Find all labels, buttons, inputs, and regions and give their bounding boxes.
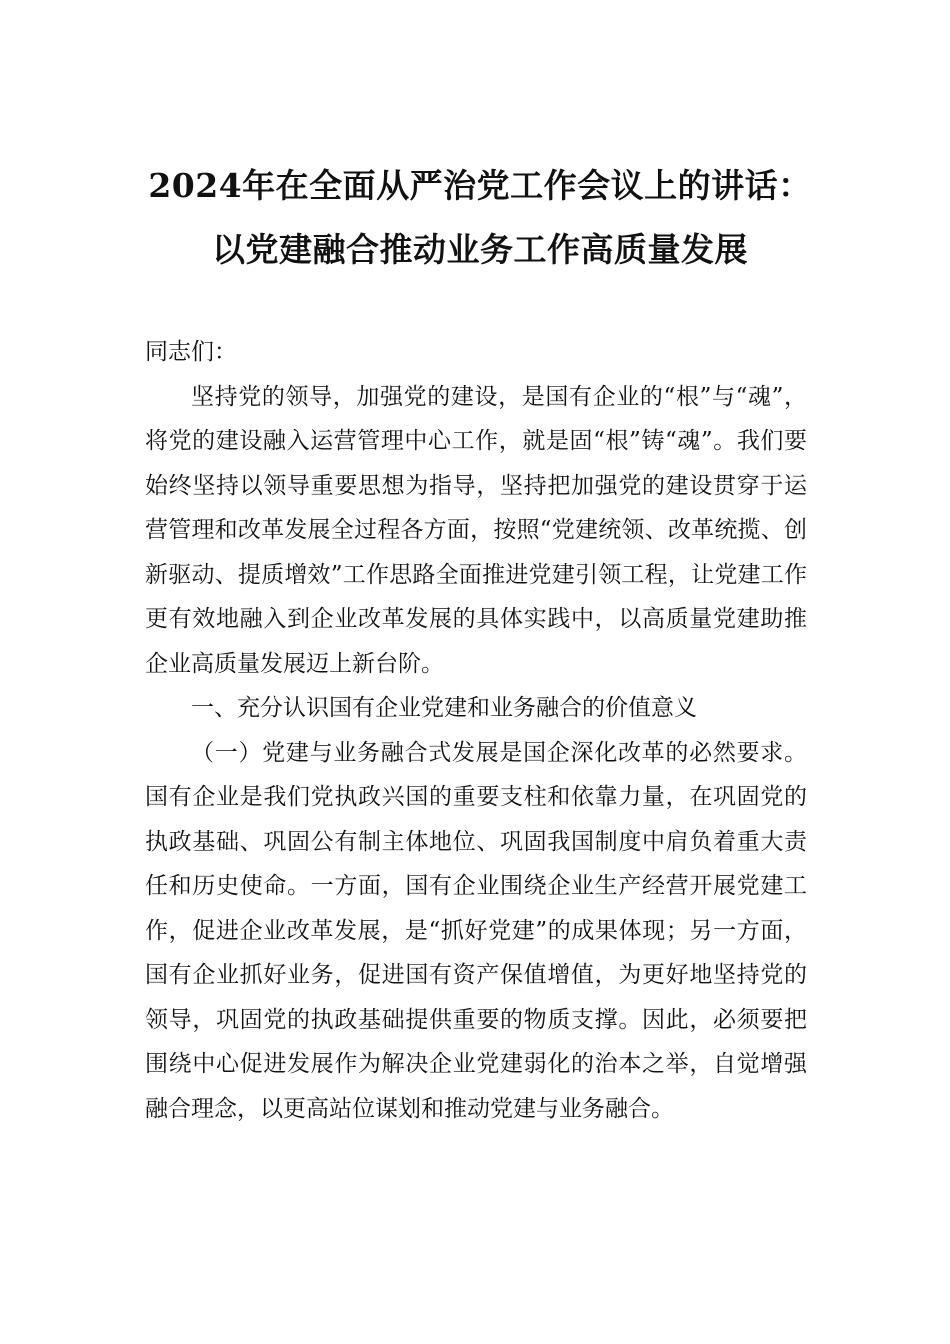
document-title-line-2: 以党建融合推动业务工作高质量发展 [212, 230, 748, 269]
subsection-paragraph-1 [145, 731, 807, 1132]
intro-paragraph: 坚持党的领导，加强党的建设，是国有企业的“根”与“魂”，将党的建设融入运营管理中心工作，就是固“根”铸“魂”。我们要始终坚持以领导重要思想为指导，坚持把加强党的建设贯穿于运营管理和改革发展全过程各方面，按照“党建统领、改革统揽、创新驱动、提质增效”工作思路全面推进党建引领工程，让党建工作更有效地融入到企业改革发展的具体实践中，以高质量党建助推企业高质量发展迈上新台阶。 [145, 383, 807, 677]
section-heading-1: 一、充分认识国有企业党建和业务融合的价值意义 [191, 695, 697, 721]
document-body [145, 330, 807, 1131]
subsection-lead: （一）党建与业务融合式发展是国企深化改革的必然要求。 [191, 739, 807, 766]
salutation: 同志们： [145, 339, 237, 365]
document-title-line-1: 2024年在全面从严治党工作会议上的讲话： [148, 166, 812, 205]
subsection-body: 国有企业是我们党执政兴国的重要支柱和依靠力量，在巩固党的执政基础、巩固公有制主体地位、巩固我国制度中肩负着重大责任和历史使命。一方面，国有企业围绕企业生产经营开展党建工作，促进企业改革发展，是“抓好党建”的成果体现；另一方面，国有企业抓好业务，促进国有资产保值增值，为更好地坚持党的领导，巩固党的执政基础提供重要的物质支撑。因此，必须要把围绕中心促进发展作为解决企业党建弱化的治本之举，自觉增强融合理念，以更高站位谋划和推动党建与业务融合。 [145, 784, 807, 1122]
